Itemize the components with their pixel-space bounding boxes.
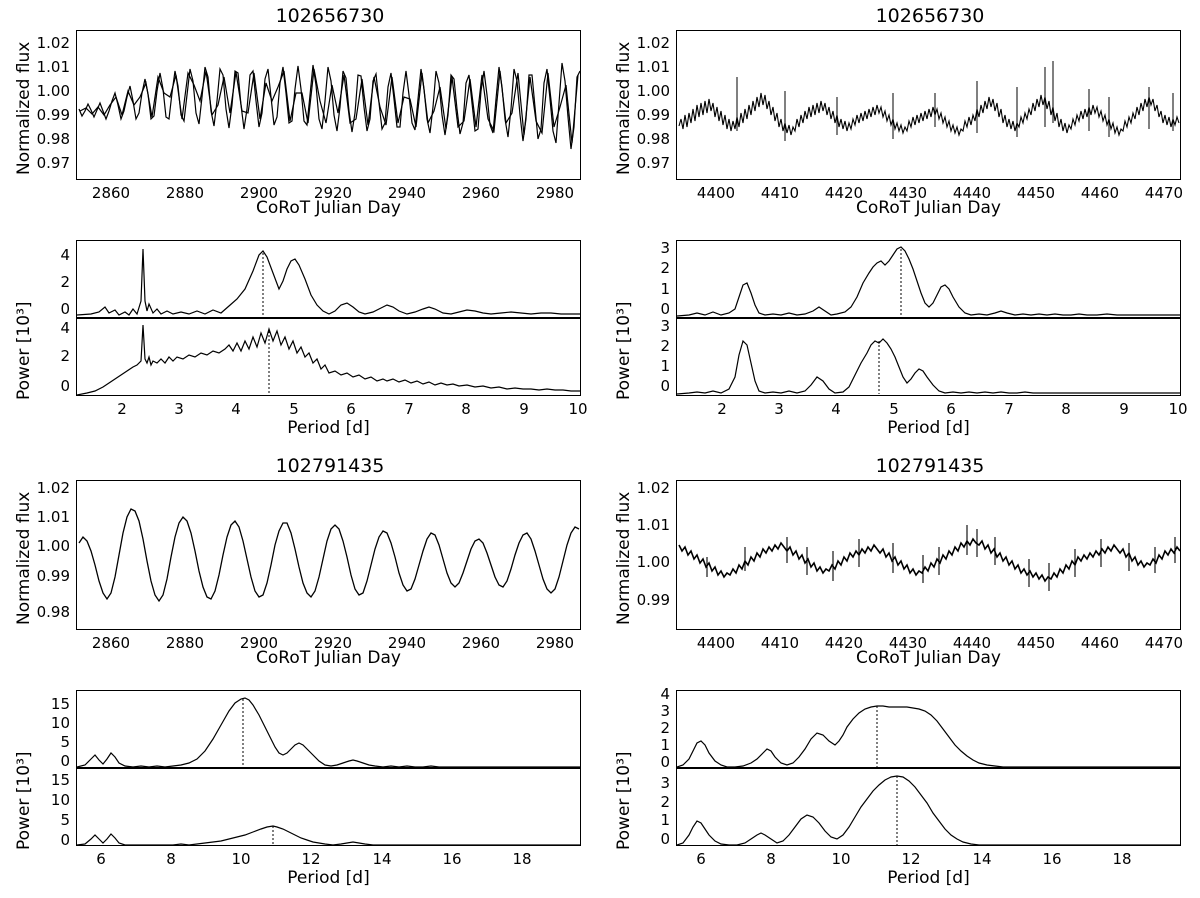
x-axis-label: Period [d] xyxy=(287,418,370,438)
x-tick-label: 4450 xyxy=(1016,634,1056,652)
x-tick-label: 4 xyxy=(231,400,241,418)
x-tick-label: 10 xyxy=(568,400,588,418)
y-tick-label: 2 xyxy=(60,273,70,291)
x-tick-label: 18 xyxy=(1112,850,1132,868)
plot-area-bottom xyxy=(76,768,581,846)
x-tick-label: 14 xyxy=(372,850,392,868)
y-tick-label: 3 xyxy=(660,774,670,792)
x-tick-label: 2860 xyxy=(91,184,131,202)
y-axis-label: Normalized flux xyxy=(14,41,34,175)
y-tick-label: 0 xyxy=(660,377,670,395)
x-tick-label: 6 xyxy=(946,400,956,418)
y-tick-label: 4 xyxy=(60,319,70,337)
x-tick-label: 16 xyxy=(442,850,462,868)
x-tick-label: 2920 xyxy=(313,634,353,652)
y-tick-label: 0.98 xyxy=(636,130,670,148)
y-tick-label: 1.02 xyxy=(36,479,70,497)
y-tick-label: 3 xyxy=(660,239,670,257)
y-tick-label: 3 xyxy=(660,317,670,335)
x-tick-label: 2980 xyxy=(535,634,575,652)
x-tick-label: 3 xyxy=(774,400,784,418)
panel-lc-102656730-run2 xyxy=(600,0,1200,230)
x-tick-label: 2900 xyxy=(239,184,279,202)
x-tick-label: 6 xyxy=(346,400,356,418)
plot-area-top xyxy=(76,690,581,768)
x-tick-label: 7 xyxy=(1004,400,1014,418)
plot-area xyxy=(76,480,581,630)
x-tick-label: 18 xyxy=(512,850,532,868)
x-tick-label: 4470 xyxy=(1144,184,1184,202)
panel-title: 102791435 xyxy=(875,455,985,477)
y-tick-label: 1.02 xyxy=(636,479,670,497)
x-tick-label: 2920 xyxy=(313,184,353,202)
y-tick-label: 1 xyxy=(660,357,670,375)
y-tick-label: 3 xyxy=(660,702,670,720)
panel-periodogram-102656730-run1 xyxy=(0,230,600,450)
panel-periodogram-102791435-run2 xyxy=(600,680,1200,898)
panel-lc-102791435-run2 xyxy=(600,450,1200,680)
y-tick-label: 0.99 xyxy=(36,567,70,585)
y-axis-label-text: Power [10³] xyxy=(614,751,634,850)
y-tick-label: 2 xyxy=(60,347,70,365)
x-tick-label: 4430 xyxy=(888,184,928,202)
x-tick-label: 16 xyxy=(1042,850,1062,868)
plot-area xyxy=(76,30,581,180)
y-tick-label: 1.01 xyxy=(636,516,670,534)
x-tick-label: 10 xyxy=(1168,400,1188,418)
plot-area-bottom xyxy=(676,768,1181,846)
y-tick-label: 0.98 xyxy=(36,130,70,148)
y-tick-label: 2 xyxy=(660,259,670,277)
y-tick-label: 0 xyxy=(60,752,70,770)
panel-periodogram-102656730-run2 xyxy=(600,230,1200,450)
y-tick-label: 0 xyxy=(660,300,670,318)
x-tick-label: 4420 xyxy=(824,634,864,652)
y-tick-label: 0 xyxy=(60,300,70,318)
y-axis-label: Normalized flux xyxy=(614,491,634,625)
plot-area-bottom xyxy=(76,318,581,396)
y-tick-label: 1.00 xyxy=(36,82,70,100)
y-tick-label: 5 xyxy=(60,811,70,829)
x-tick-label: 3 xyxy=(174,400,184,418)
x-tick-label: 2880 xyxy=(165,634,205,652)
x-tick-label: 2980 xyxy=(535,184,575,202)
y-tick-label: 1.01 xyxy=(636,58,670,76)
y-tick-label: 0.97 xyxy=(636,154,670,172)
y-tick-label: 0.99 xyxy=(36,106,70,124)
x-axis-label: CoRoT Julian Day xyxy=(256,648,401,668)
y-tick-label: 0 xyxy=(660,830,670,848)
x-tick-label: 10 xyxy=(231,850,251,868)
y-axis-label xyxy=(614,751,634,850)
x-tick-label: 2940 xyxy=(387,184,427,202)
y-tick-label: 1.02 xyxy=(636,34,670,52)
y-tick-label: 15 xyxy=(50,695,70,713)
y-axis-label-text: Power [10³] xyxy=(14,301,34,400)
x-tick-label: 4400 xyxy=(696,634,736,652)
y-axis-label: Normalized flux xyxy=(614,41,634,175)
y-tick-label: 4 xyxy=(60,246,70,264)
x-tick-label: 2940 xyxy=(387,634,427,652)
x-tick-label: 10 xyxy=(831,850,851,868)
periodogram-trace-bottom xyxy=(77,769,581,846)
x-tick-label: 6 xyxy=(696,850,706,868)
y-axis-label-text: Power [10³] xyxy=(14,751,34,850)
x-tick-label: 7 xyxy=(404,400,414,418)
y-tick-label: 1.00 xyxy=(636,553,670,571)
y-tick-label: 1.02 xyxy=(36,34,70,52)
x-tick-label: 2880 xyxy=(165,184,205,202)
panel-title: 102656730 xyxy=(875,5,985,27)
x-tick-label: 5 xyxy=(889,400,899,418)
x-tick-label: 8 xyxy=(461,400,471,418)
x-tick-label: 8 xyxy=(166,850,176,868)
plot-area-top xyxy=(676,690,1181,768)
periodogram-trace-top xyxy=(677,241,1181,318)
plot-area xyxy=(676,30,1181,180)
x-tick-label: 2 xyxy=(717,400,727,418)
panel-lc-102791435-run1 xyxy=(0,450,600,680)
x-tick-label: 4440 xyxy=(952,634,992,652)
x-tick-label: 8 xyxy=(766,850,776,868)
x-tick-label: 4410 xyxy=(760,184,800,202)
panel-title: 102656730 xyxy=(275,5,385,27)
y-axis-label xyxy=(614,301,634,400)
y-tick-label: 0.99 xyxy=(636,106,670,124)
periodogram-trace-top xyxy=(77,241,581,318)
y-tick-label: 1.01 xyxy=(36,508,70,526)
plot-area-top xyxy=(676,240,1181,318)
plot-area-bottom xyxy=(676,318,1181,396)
x-tick-label: 4410 xyxy=(760,634,800,652)
y-tick-label: 0.99 xyxy=(636,591,670,609)
x-tick-label: 5 xyxy=(289,400,299,418)
x-tick-label: 2960 xyxy=(461,634,501,652)
y-tick-label: 1.00 xyxy=(36,537,70,555)
y-axis-label xyxy=(14,301,34,400)
y-axis-label: Normalized flux xyxy=(14,491,34,625)
x-tick-label: 12 xyxy=(901,850,921,868)
y-tick-label: 1 xyxy=(660,736,670,754)
y-axis-label-text: Power [10³] xyxy=(614,301,634,400)
x-tick-label: 4460 xyxy=(1080,184,1120,202)
y-tick-label: 0 xyxy=(60,831,70,849)
y-tick-label: 2 xyxy=(660,793,670,811)
x-tick-label: 2900 xyxy=(239,634,279,652)
lightcurve-trace xyxy=(677,31,1181,180)
x-axis-label: CoRoT Julian Day xyxy=(256,198,401,218)
x-axis-label: Period [d] xyxy=(287,868,370,888)
x-tick-label: 4420 xyxy=(824,184,864,202)
y-tick-label: 4 xyxy=(660,685,670,703)
x-tick-label: 9 xyxy=(1119,400,1129,418)
x-tick-label: 12 xyxy=(301,850,321,868)
x-tick-label: 2 xyxy=(117,400,127,418)
x-axis-label: CoRoT Julian Day xyxy=(856,648,1001,668)
x-tick-label: 8 xyxy=(1061,400,1071,418)
panel-periodogram-102791435-run1 xyxy=(0,680,600,898)
x-axis-label: Period [d] xyxy=(887,418,970,438)
panel-lc-102656730-run1 xyxy=(0,0,600,230)
y-tick-label: 15 xyxy=(50,771,70,789)
x-tick-label: 4 xyxy=(831,400,841,418)
y-tick-label: 1 xyxy=(660,811,670,829)
x-tick-label: 4460 xyxy=(1080,634,1120,652)
x-tick-label: 4470 xyxy=(1144,634,1184,652)
y-tick-label: 10 xyxy=(50,714,70,732)
plot-area-top xyxy=(76,240,581,318)
lightcurve-trace xyxy=(77,31,581,180)
x-tick-label: 2960 xyxy=(461,184,501,202)
y-tick-label: 0.97 xyxy=(36,154,70,172)
y-tick-label: 1 xyxy=(660,280,670,298)
x-tick-label: 4430 xyxy=(888,634,928,652)
periodogram-trace-top xyxy=(677,691,1181,768)
x-tick-label: 6 xyxy=(96,850,106,868)
y-tick-label: 1.01 xyxy=(36,58,70,76)
y-tick-label: 2 xyxy=(660,337,670,355)
periodogram-trace-bottom xyxy=(677,319,1181,396)
y-tick-label: 10 xyxy=(50,791,70,809)
periodogram-trace-top xyxy=(77,691,581,768)
x-tick-label: 14 xyxy=(972,850,992,868)
periodogram-trace-bottom xyxy=(77,319,581,396)
x-tick-label: 2860 xyxy=(91,634,131,652)
y-tick-label: 1.00 xyxy=(636,82,670,100)
lightcurve-trace xyxy=(677,481,1181,630)
y-tick-label: 2 xyxy=(660,719,670,737)
x-tick-label: 4440 xyxy=(952,184,992,202)
x-axis-label: CoRoT Julian Day xyxy=(856,198,1001,218)
x-tick-label: 9 xyxy=(519,400,529,418)
lightcurve-trace xyxy=(77,481,581,630)
y-tick-label: 0 xyxy=(660,753,670,771)
panel-title: 102791435 xyxy=(275,455,385,477)
y-tick-label: 0 xyxy=(60,377,70,395)
y-tick-label: 0.98 xyxy=(36,603,70,621)
y-tick-label: 5 xyxy=(60,733,70,751)
x-tick-label: 4400 xyxy=(696,184,736,202)
plot-area xyxy=(676,480,1181,630)
y-axis-label xyxy=(14,751,34,850)
x-tick-label: 4450 xyxy=(1016,184,1056,202)
periodogram-trace-bottom xyxy=(677,769,1181,846)
x-axis-label: Period [d] xyxy=(887,868,970,888)
